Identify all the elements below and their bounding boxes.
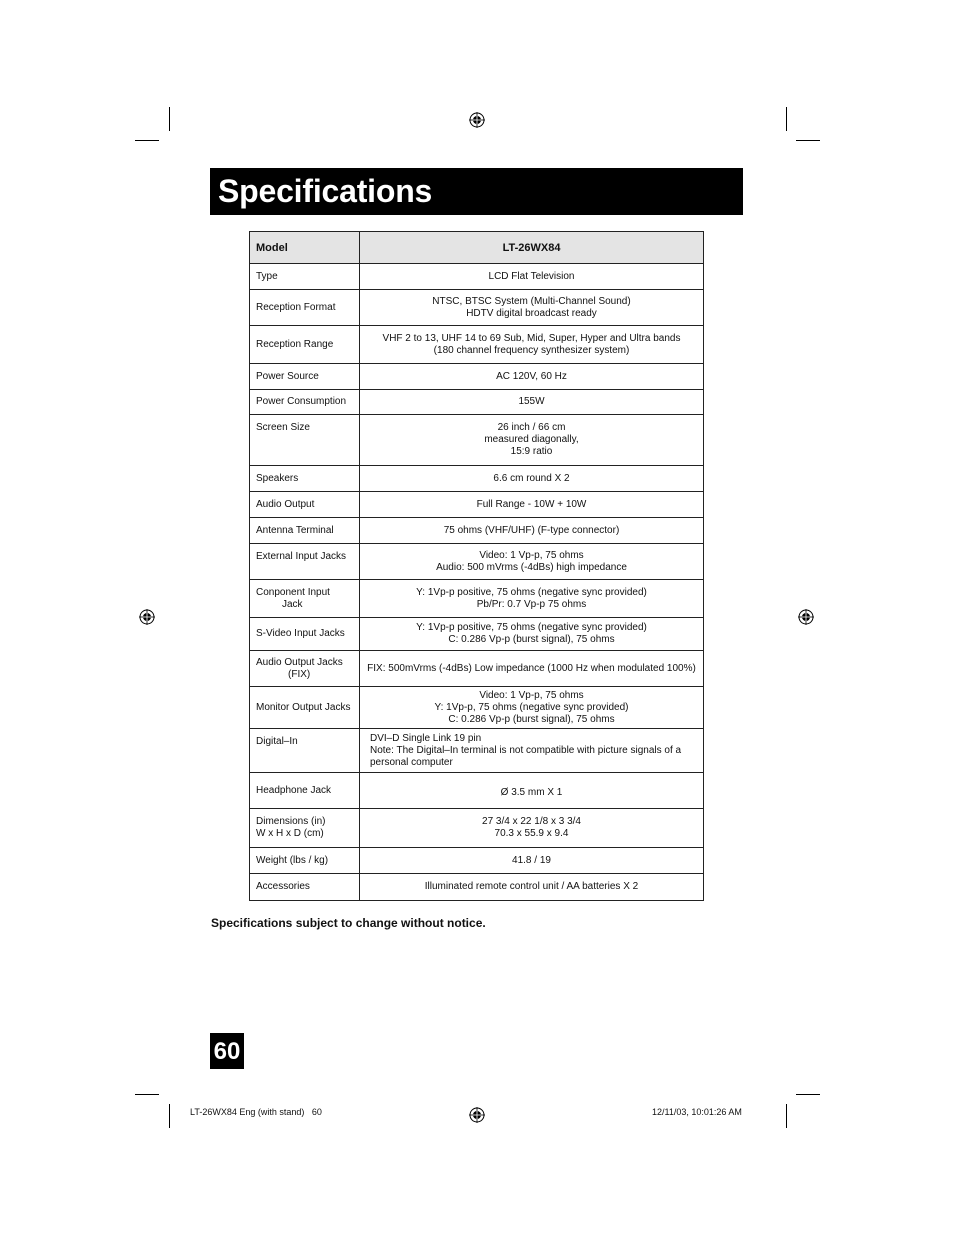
- row-value: 26 inch / 66 cm measured diagonally, 15:9 ratio: [360, 415, 704, 466]
- table-row: [250, 729, 704, 773]
- registration-mark-icon: [469, 1107, 485, 1123]
- row-value: Full Range - 10W + 10W: [360, 492, 704, 518]
- row-value: Video: 1 Vp-p, 75 ohms Y: 1Vp-p, 75 ohms (negative sync provided) C: 0.286 Vp-p (burst signal), 75 ohms: [360, 687, 704, 729]
- table-row: [250, 364, 704, 390]
- registration-mark-icon: [139, 609, 155, 625]
- crop-mark: [796, 140, 820, 141]
- header-label: Model: [250, 232, 360, 264]
- row-label: Speakers: [250, 466, 360, 492]
- page-number-badge: 60: [210, 1033, 244, 1069]
- table-row: [250, 290, 704, 326]
- footer-page: 60: [311, 1107, 322, 1117]
- row-label: Reception Format: [250, 290, 360, 326]
- row-label: [250, 651, 360, 687]
- table-row: [250, 618, 704, 651]
- footer-file-info: [190, 1107, 322, 1117]
- row-value: Y: 1Vp-p positive, 75 ohms (negative sync provided) C: 0.286 Vp-p (burst signal), 75 ohms: [360, 618, 704, 651]
- crop-mark: [786, 107, 787, 131]
- row-label-line2: W x H x D (cm): [256, 828, 324, 839]
- row-label: Screen Size: [250, 415, 360, 466]
- crop-mark: [135, 140, 159, 141]
- crop-mark: [786, 1104, 787, 1128]
- table-row: [250, 848, 704, 874]
- row-label: [250, 809, 360, 848]
- row-label: Headphone Jack: [250, 773, 360, 809]
- registration-mark-icon: [798, 609, 814, 625]
- row-value: 27 3/4 x 22 1/8 x 3 3/4 70.3 x 55.9 x 9.4: [360, 809, 704, 848]
- crop-mark: [135, 1094, 159, 1095]
- row-value: Video: 1 Vp-p, 75 ohms Audio: 500 mVrms (-4dBs) high impedance: [360, 544, 704, 580]
- row-value: Ø 3.5 mm X 1: [360, 773, 704, 809]
- row-value: 75 ohms (VHF/UHF) (F-type connector): [360, 518, 704, 544]
- row-label: Accessories: [250, 874, 360, 901]
- registration-mark-icon: [469, 112, 485, 128]
- specifications-table: [249, 231, 704, 901]
- table-row: [250, 415, 704, 466]
- footer-timestamp: 12/11/03, 10:01:26 AM: [652, 1107, 742, 1117]
- row-value: DVI–D Single Link 19 pin Note: The Digital–In terminal is not compatible with picture signals of a personal computer: [360, 729, 704, 773]
- row-value: Y: 1Vp-p positive, 75 ohms (negative sync provided) Pb/Pr: 0.7 Vp-p 75 ohms: [360, 580, 704, 618]
- row-label: Weight (lbs / kg): [250, 848, 360, 874]
- table-row: [250, 466, 704, 492]
- row-label: Power Source: [250, 364, 360, 390]
- table-row: [250, 651, 704, 687]
- row-label-line1: Conponent Input: [256, 586, 330, 598]
- page-title: Specifications: [218, 173, 433, 209]
- crop-mark: [169, 107, 170, 131]
- table-row: [250, 773, 704, 809]
- title-banner: [210, 168, 743, 215]
- row-value: Illuminated remote control unit / AA batteries X 2: [360, 874, 704, 901]
- row-label: [250, 580, 360, 618]
- row-value: FIX: 500mVrms (-4dBs) Low impedance (1000 Hz when modulated 100%): [360, 651, 704, 687]
- row-label: Audio Output: [250, 492, 360, 518]
- table-row: [250, 544, 704, 580]
- row-label: Type: [250, 264, 360, 290]
- row-label-line1: Dimensions (in): [256, 816, 326, 827]
- row-label: Digital–In: [250, 729, 360, 773]
- row-label-line1: Audio Output Jacks: [256, 656, 343, 668]
- row-value: 6.6 cm round X 2: [360, 466, 704, 492]
- row-value: VHF 2 to 13, UHF 14 to 69 Sub, Mid, Super, Hyper and Ultra bands (180 channel frequency synthesizer system): [360, 326, 704, 364]
- table-row: [250, 687, 704, 729]
- table-row: [250, 390, 704, 415]
- table-header-row: [250, 232, 704, 264]
- table-row: [250, 874, 704, 901]
- table-row: [250, 492, 704, 518]
- row-label: S-Video Input Jacks: [250, 618, 360, 651]
- table-row: [250, 326, 704, 364]
- table-row: [250, 809, 704, 848]
- header-value: LT-26WX84: [360, 232, 704, 264]
- crop-mark: [796, 1094, 820, 1095]
- row-label: External Input Jacks: [250, 544, 360, 580]
- table-row: [250, 264, 704, 290]
- row-label: Power Consumption: [250, 390, 360, 415]
- change-notice: Specifications subject to change without notice.: [211, 916, 486, 930]
- row-label: Reception Range: [250, 326, 360, 364]
- row-value: LCD Flat Television: [360, 264, 704, 290]
- row-label: Antenna Terminal: [250, 518, 360, 544]
- row-label-line2: (FIX): [288, 668, 311, 680]
- row-label: Monitor Output Jacks: [250, 687, 360, 729]
- footer-file-name: LT-26WX84 Eng (with stand): [190, 1107, 305, 1117]
- row-value: 155W: [360, 390, 704, 415]
- table-row: [250, 580, 704, 618]
- row-value: NTSC, BTSC System (Multi-Channel Sound) HDTV digital broadcast ready: [360, 290, 704, 326]
- crop-mark: [169, 1104, 170, 1128]
- table-row: [250, 518, 704, 544]
- row-value: 41.8 / 19: [360, 848, 704, 874]
- row-label-line2: Jack: [282, 598, 303, 610]
- row-value: AC 120V, 60 Hz: [360, 364, 704, 390]
